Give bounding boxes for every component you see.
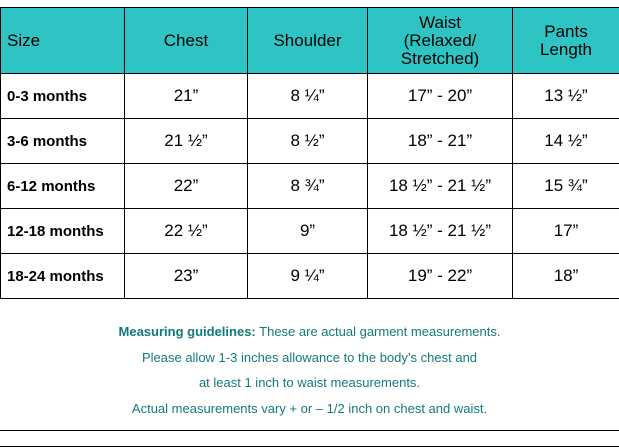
waist-cell: 18 ½” - 21 ½” <box>368 209 513 254</box>
header-shoulder-label: Shoulder <box>273 30 342 50</box>
header-waist-line-1: Waist <box>419 12 461 32</box>
header-size-label: Size <box>7 30 41 50</box>
waist-cell: 18” - 21” <box>368 119 513 164</box>
table-header <box>1 8 619 74</box>
chest-cell: 23” <box>125 254 248 299</box>
shoulder-cell: 8 ½” <box>248 119 368 164</box>
pants-length-cell: 13 ½” <box>513 74 619 119</box>
header-waist-line-3: Stretched) <box>400 48 480 68</box>
shoulder-cell: 8 ¾” <box>248 164 368 209</box>
table-row <box>1 119 619 164</box>
guidelines-line-2: Please allow 1-3 inches allowance to the body’s chest and <box>141 349 478 365</box>
pants-length-cell: 15 ¾” <box>513 164 619 209</box>
guidelines-line-1-text: These are actual garment measurements. <box>255 324 501 339</box>
chest-cell: 22” <box>125 164 248 209</box>
pants-length-cell: 18” <box>513 254 619 299</box>
chest-cell: 21” <box>125 74 248 119</box>
shoulder-cell: 9 ¼” <box>248 254 368 299</box>
waist-cell: 18 ½” - 21 ½” <box>368 164 513 209</box>
header-pants-length <box>513 8 619 74</box>
measuring-guidelines <box>0 319 619 421</box>
chest-cell: 22 ½” <box>125 209 248 254</box>
header-waist <box>368 8 513 74</box>
guidelines-heading: Measuring guidelines: <box>118 324 256 339</box>
table-row <box>1 74 619 119</box>
shoulder-cell: 9” <box>248 209 368 254</box>
header-pants-line-1: Pants <box>544 21 588 41</box>
waist-cell: 17” - 20” <box>368 74 513 119</box>
size-cell: 18-24 months <box>1 254 125 299</box>
header-chest-label: Chest <box>163 30 209 50</box>
table-row <box>1 254 619 299</box>
header-pants-line-2: Length <box>540 39 592 59</box>
divider-line <box>0 430 619 431</box>
table-body <box>1 74 619 299</box>
table-row <box>1 209 619 254</box>
guidelines-line-1 <box>0 319 619 345</box>
size-chart-table <box>0 7 619 299</box>
guidelines-line-3: at least 1 inch to waist measurements. <box>198 375 421 390</box>
chest-cell: 21 ½” <box>125 119 248 164</box>
header-size <box>1 8 125 74</box>
size-cell: 6-12 months <box>1 164 125 209</box>
pants-length-cell: 17” <box>513 209 619 254</box>
size-cell: 3-6 months <box>1 119 125 164</box>
divider-line <box>0 446 619 447</box>
waist-cell: 19” - 22” <box>368 254 513 299</box>
guidelines-line-4: Actual measurements vary + or – 1/2 inch on chest and waist. <box>131 400 488 416</box>
header-waist-line-2: (Relaxed/ <box>403 30 477 50</box>
size-cell: 0-3 months <box>1 74 125 119</box>
table-row <box>1 164 619 209</box>
pants-length-cell: 14 ½” <box>513 119 619 164</box>
shoulder-cell: 8 ¼” <box>248 74 368 119</box>
size-cell: 12-18 months <box>1 209 125 254</box>
header-shoulder <box>248 8 368 74</box>
header-chest <box>125 8 248 74</box>
header-row <box>1 8 619 74</box>
